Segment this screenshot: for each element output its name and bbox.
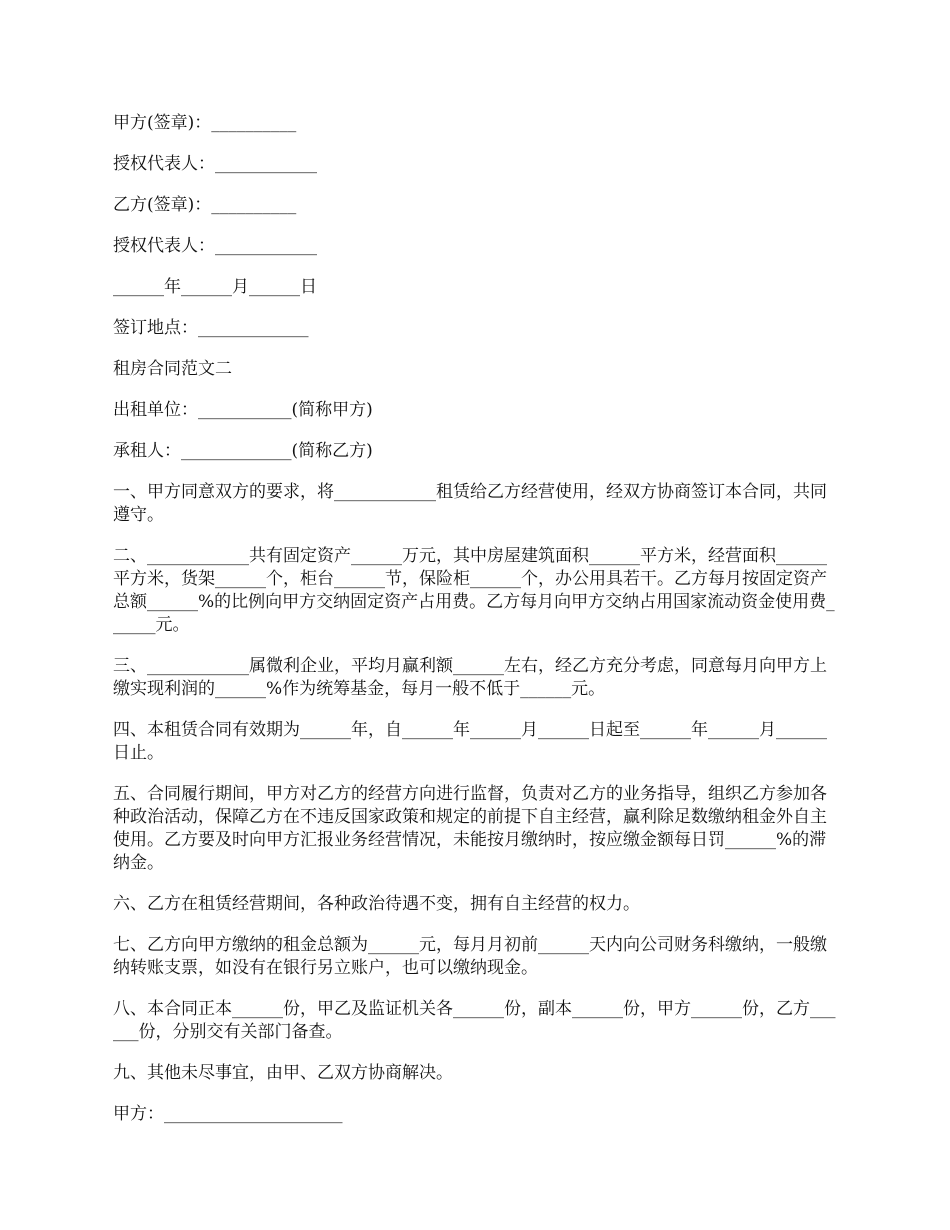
date-line: ______年______月______日 (113, 277, 317, 297)
clause-7: 七、乙方向甲方缴纳的租金总额为______元，每月月初前______天内向公司财务科缴纳，一般缴纳转账支票，如没有在银行另立账户，也可以缴纳现金。 (113, 935, 827, 978)
document-body (113, 112, 838, 1144)
clause-4: 四、本租赁合同有效期为______年，自______年______月______日起至______年______月______日止。 (113, 720, 827, 763)
party-a-final-line: 甲方：_____________________ (113, 1104, 343, 1124)
section-title: 租房合同范文二 (113, 359, 232, 379)
party-a-signature-line: 甲方(签章)：__________ (113, 113, 297, 133)
clause-9: 九、其他未尽事宜，由甲、乙双方协商解决。 (113, 1063, 453, 1083)
clause-5: 五、合同履行期间，甲方对乙方的经营方向进行监督，负责对乙方的业务指导，组织乙方参加各种政治活动，保障乙方在不违反国家政策和规定的前提下自主经营，赢利除足数缴纳租金外自主使用。乙方要及时向甲方汇报业务经营情况，未能按月缴纳时，按应缴金额每日罚______%的滞纳金。 (113, 784, 827, 873)
clause-1: 一、甲方同意双方的要求，将____________租赁给乙方经营使用，经双方协商签订本合同，共同遵守。 (113, 482, 827, 525)
clause-6: 六、乙方在租赁经营期间，各种政治待遇不变，拥有自主经营的权力。 (113, 894, 640, 914)
clause-8: 八、本合同正本______份，甲乙及监证机关各______份，副本______份，甲方______份，乙方______份，分别交有关部门备查。 (113, 999, 836, 1042)
clause-2: 二、____________共有固定资产______万元，其中房屋建筑面积______平方米，经营面积______平方米，货架______个，柜台______节，保险柜______个，办公用具若干。乙方每月按固定资产总额______%的比例向甲方交纳固定资产占用费。乙方每月向甲方交纳占用国家流动资金使用费______元。 (113, 546, 835, 635)
signing-place-line: 签订地点：_____________ (113, 318, 309, 338)
lessor-line: 出租单位：___________(简称甲方) (113, 400, 373, 420)
party-b-signature-line: 乙方(签章)：__________ (113, 195, 297, 215)
authorized-representative-line: 授权代表人：____________ (113, 236, 317, 256)
lessee-line: 承租人：_____________(简称乙方) (113, 441, 373, 461)
authorized-representative-line: 授权代表人：____________ (113, 154, 317, 174)
clause-3: 三、____________属微利企业，平均月赢利额______左右，经乙方充分考虑，同意每月向甲方上缴实现利润的______%作为统筹基金，每月一般不低于______元。 (113, 656, 827, 699)
